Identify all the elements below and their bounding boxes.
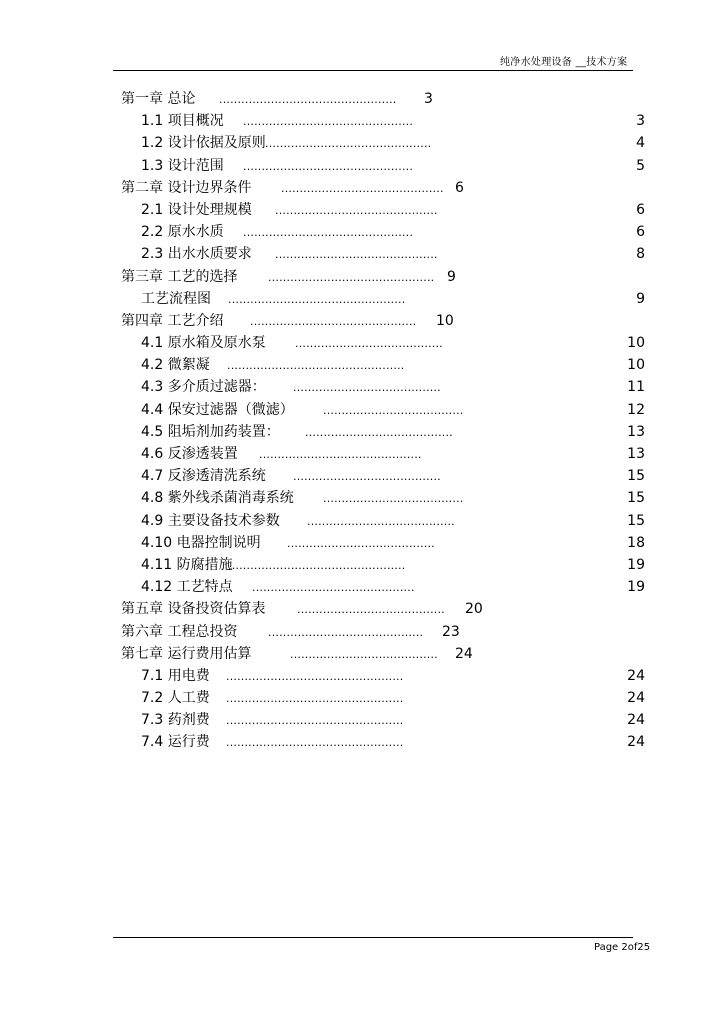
toc-label: 第二章 设计边界条件 [121,179,252,196]
toc-leader: ........................................ [295,337,443,351]
toc-page-number: 15 [627,490,645,507]
toc-leader: ........................................ [307,514,455,528]
toc-leader: ............................................. [250,314,417,328]
toc-page-number: 15 [627,512,645,529]
toc-entry-4-8[interactable] [0,487,723,509]
toc-leader: ............................................ [252,581,415,595]
toc-entry-chapter-5[interactable] [0,598,723,620]
toc-page-number: 11 [627,379,645,396]
toc-label: 7.3 药剂费 [141,712,210,729]
toc-page-number: 3 [424,91,433,107]
toc-page-number: 18 [627,534,645,551]
toc-page-number: 13 [627,423,645,440]
toc-leader: ............................................. [265,137,432,151]
toc-label: 工艺流程图 [141,290,211,307]
toc-label: 4.9 主要设备技术参数 [141,512,280,529]
toc-leader: ................................................ [226,692,404,706]
toc-entry-1-1[interactable] [0,110,723,132]
toc-entry-7-4[interactable] [0,731,723,753]
toc-entry-2-2[interactable] [0,221,723,243]
toc-leader: ................................................ [228,558,406,572]
toc-leader: .............................................. [243,115,414,129]
toc-leader: ............................................. [268,270,435,284]
toc-label: 第七章 运行费用估算 [121,645,252,662]
toc-leader: ............................................ [275,203,438,217]
toc-page-number: 24 [627,734,645,751]
toc-entry-4-3[interactable] [0,376,723,398]
toc-page-number: 12 [627,401,645,418]
toc-label: 4.1 原水箱及原水泵 [141,335,266,352]
toc-label: 4.4 保安过滤器（微滤） [141,401,294,418]
toc-leader: ................................................ [219,93,397,106]
toc-entry-4-10[interactable] [0,532,723,554]
toc-leader: ...................................... [323,403,464,417]
toc-page-number: 13 [627,446,645,462]
toc-page-number: 6 [636,224,645,241]
toc-leader: ........................................ [290,647,438,661]
toc-entry-chapter-2[interactable] [0,177,723,199]
toc-leader: ........................................ [293,381,441,395]
toc-page-number: 9 [447,268,456,285]
toc-entry-4-2[interactable] [0,354,723,376]
toc-entry-chapter-3[interactable] [0,266,723,288]
toc-page-number: 23 [442,623,460,640]
toc-label: 4.6 反渗透装置 [141,446,238,462]
toc-label: 4.8 紫外线杀菌消毒系统 [141,490,294,507]
toc-label: 4.3 多介质过滤器： [141,379,266,396]
toc-page-number: 24 [627,712,645,729]
toc-page-number: 3 [636,113,645,130]
toc-page-number: 24 [627,667,645,684]
toc-page-number: 19 [627,579,645,596]
toc-entry-4-1[interactable] [0,332,723,354]
toc-entry-2-1[interactable] [0,199,723,221]
toc-leader: ........................................ [297,603,445,617]
toc-entry-4-4[interactable] [0,399,723,421]
toc-page-number: 10 [436,312,454,329]
toc-label: 第六章 工程总投资 [121,623,238,640]
toc-label: 4.12 工艺特点 [141,579,233,596]
toc-leader: ............................................ [275,248,438,262]
toc-page-number: 6 [455,179,464,196]
toc-entry-4-5[interactable] [0,421,723,443]
toc-label: 2.3 出水水质要求 [141,246,252,263]
toc-page-number: 10 [627,335,645,352]
toc-leader: .............................................. [243,159,414,173]
toc-leader: .............................................. [243,226,414,240]
toc-page-number: 15 [627,468,645,485]
toc-label: 第四章 工艺介绍 [121,312,224,329]
toc-entry-2-3[interactable] [0,243,723,265]
toc-entry-7-2[interactable] [0,687,723,709]
toc-entry-chapter-7[interactable] [0,643,723,665]
toc-label: 2.1 设计处理规模 [141,201,252,218]
toc-entry-4-12[interactable] [0,576,723,598]
toc-page-number: 10 [627,357,645,374]
toc-page-number: 24 [627,690,645,707]
toc-label: 第五章 设备投资估算表 [121,601,266,618]
toc-leader: ................................................ [226,714,404,728]
toc-page-number: 6 [636,201,645,218]
toc-entry-7-1[interactable] [0,665,723,687]
toc-entry-chapter-1[interactable] [0,88,723,110]
toc-entry-1-2[interactable] [0,132,723,154]
toc-entry-chapter-6[interactable] [0,621,723,643]
toc-leader: ........................................ [293,470,441,484]
toc-entry-7-3[interactable] [0,709,723,731]
toc-label: 4.10 电器控制说明 [141,534,261,551]
header-divider [113,70,633,71]
toc-label: 1.2 设计依据及原则 [141,135,266,152]
footer-divider [113,937,633,938]
toc-label: 4.5 阻垢剂加药装置： [141,423,280,440]
toc-entry-4-9[interactable] [0,510,723,532]
toc-page-number: 9 [636,290,645,307]
page-number-footer: Page 2of25 [594,942,651,953]
toc-entry-4-6[interactable] [0,443,723,465]
toc-leader: ................................................ [226,736,404,750]
toc-leader: ................................................ [228,292,406,306]
toc-leader: ...................................... [323,492,464,506]
toc-label: 第三章 工艺的选择 [121,268,238,285]
toc-label: 4.2 微絮凝 [141,357,210,374]
table-of-contents [0,88,723,754]
toc-page-number: 24 [455,645,473,662]
toc-label: 2.2 原水水质 [141,224,224,241]
toc-entry-4-11[interactable] [0,554,723,576]
toc-page-number: 19 [627,556,645,573]
toc-label: 4.7 反渗透清洗系统 [141,468,266,485]
toc-entry-1-3[interactable] [0,155,723,177]
toc-label: 7.1 用电费 [141,667,210,684]
toc-label: 第一章 总论 [121,91,196,107]
toc-label: 1.1 项目概况 [141,113,224,130]
running-header: 纯净水处理设备 __技术方案 [500,57,628,68]
toc-page-number: 20 [465,601,483,618]
toc-leader: ................................................ [227,359,405,373]
toc-leader: ............................................ [259,448,422,461]
toc-label: 7.2 人工费 [141,690,210,707]
toc-leader: ................................................ [226,669,404,683]
toc-leader: ........................................ [287,536,435,550]
toc-leader: ............................................ [281,181,444,195]
toc-page-number: 5 [636,157,645,174]
toc-page-number: 4 [636,135,645,152]
toc-entry-4-7[interactable] [0,465,723,487]
toc-leader: ........................................ [305,425,453,439]
toc-leader: .......................................... [268,625,424,639]
toc-label: 4.11 防腐措施 [141,556,233,573]
toc-page-number: 8 [636,246,645,263]
toc-label: 1.3 设计范围 [141,157,224,174]
toc-entry-process-flowchart[interactable] [0,288,723,310]
toc-entry-chapter-4[interactable] [0,310,723,332]
toc-label: 7.4 运行费 [141,734,210,751]
